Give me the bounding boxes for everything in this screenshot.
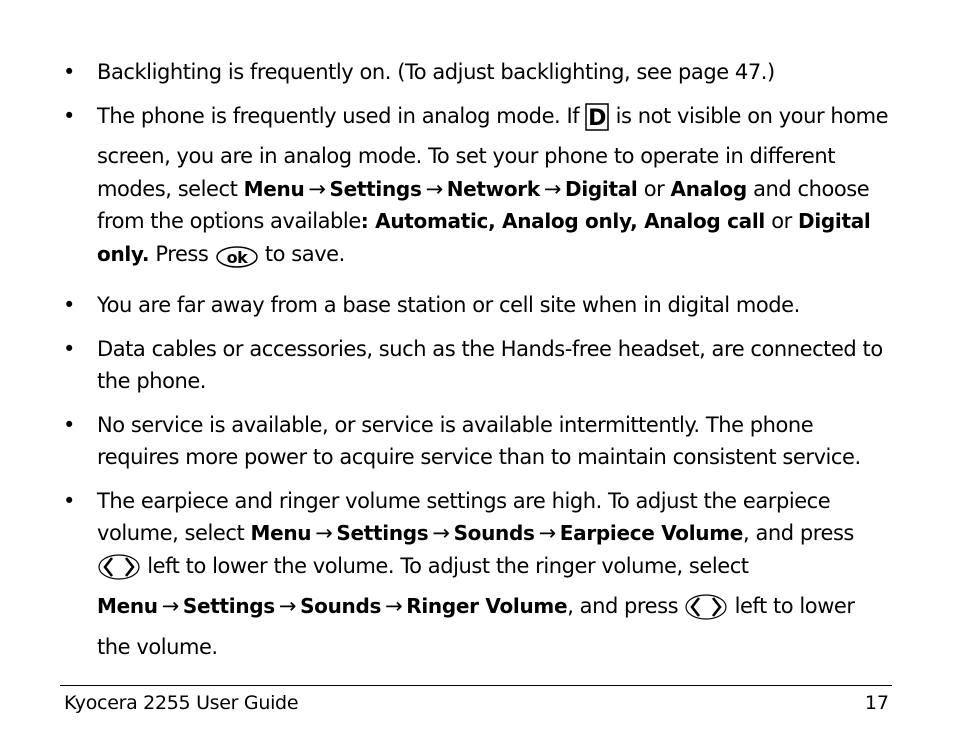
navigation-key-icon xyxy=(97,553,141,591)
arrow-icon: → xyxy=(315,521,333,545)
bullet: • xyxy=(63,60,75,84)
arrow-icon: → xyxy=(308,176,326,201)
menu-label: Menu xyxy=(97,594,158,618)
footer-title: Kyocera 2255 User Guide xyxy=(64,692,299,714)
arrow-icon: → xyxy=(432,521,450,545)
bullet: • xyxy=(63,103,75,128)
analog-label: Analog xyxy=(670,176,747,201)
menu-label: Menu xyxy=(250,521,312,545)
item-text: Press xyxy=(155,241,209,266)
sounds-label: Sounds xyxy=(300,594,382,618)
ringer-volume-label: Ringer Volume xyxy=(406,594,568,618)
item-text: or xyxy=(771,209,792,233)
navigation-key-icon xyxy=(684,593,728,631)
arrow-icon: → xyxy=(278,594,297,618)
list-item xyxy=(60,409,890,474)
item-text: , and press xyxy=(743,521,854,545)
item-text: or xyxy=(643,176,665,201)
arrow-icon: → xyxy=(538,521,556,545)
footer-divider xyxy=(60,685,892,686)
digital-only-label: Digital only. xyxy=(97,209,871,266)
network-label: Network xyxy=(446,176,540,201)
item-text: and choose from the options available xyxy=(97,176,870,233)
list-item xyxy=(60,100,890,279)
ok-key-icon xyxy=(215,245,259,279)
bullet: • xyxy=(63,488,75,513)
arrow-icon: → xyxy=(161,594,179,618)
list-item xyxy=(60,333,890,398)
page-number: 17 xyxy=(864,692,889,714)
item-text: left to lower the volume. To adjust the ringer volume, select xyxy=(147,553,749,578)
sounds-label: Sounds xyxy=(453,521,535,545)
arrow-icon: → xyxy=(543,176,562,201)
arrow-icon: → xyxy=(385,594,403,618)
menu-label: Menu xyxy=(243,176,305,201)
item-text: Backlighting is frequently on. (To adjust backlighting, see page 47.) xyxy=(97,60,775,84)
list-item xyxy=(60,56,890,89)
troubleshooting-list xyxy=(60,56,890,674)
bullet: • xyxy=(63,336,75,361)
digital-mode-icon xyxy=(585,103,609,141)
item-text: left to lower the volume. xyxy=(97,594,855,659)
item-text: to save. xyxy=(264,241,345,266)
item-text: is not visible on your home screen, you are in analog mode. To set your phone to operate in different modes, select xyxy=(97,103,889,201)
list-item xyxy=(60,289,890,322)
bullet: • xyxy=(63,293,75,317)
earpiece-volume-label: Earpiece Volume xyxy=(559,521,744,545)
settings-label: Settings xyxy=(336,521,429,545)
digital-icon-letter: D xyxy=(588,105,607,131)
settings-label: Settings xyxy=(182,594,275,618)
digital-label: Digital xyxy=(565,176,638,201)
options-label: : Automatic, Analog only, Analog call xyxy=(360,209,765,233)
item-text: The phone is frequently used in analog mode. If xyxy=(97,103,580,128)
bullet: • xyxy=(63,412,75,437)
item-text: , and press xyxy=(567,594,679,618)
list-item xyxy=(60,485,890,664)
item-text: You are far away from a base station or cell site when in digital mode. xyxy=(97,293,800,317)
item-text: No service is available, or service is available intermittently. The phone requires more power to acquire service than to maintain consistent service. xyxy=(97,412,861,469)
item-text: The earpiece and ringer volume settings are high. To adjust the earpiece volume, select xyxy=(97,488,831,545)
item-text: Data cables or accessories, such as the Hands-free headset, are connected to the phone. xyxy=(97,336,883,393)
ok-key-label: ok xyxy=(226,247,248,267)
settings-label: Settings xyxy=(329,176,422,201)
arrow-icon: → xyxy=(425,176,443,201)
